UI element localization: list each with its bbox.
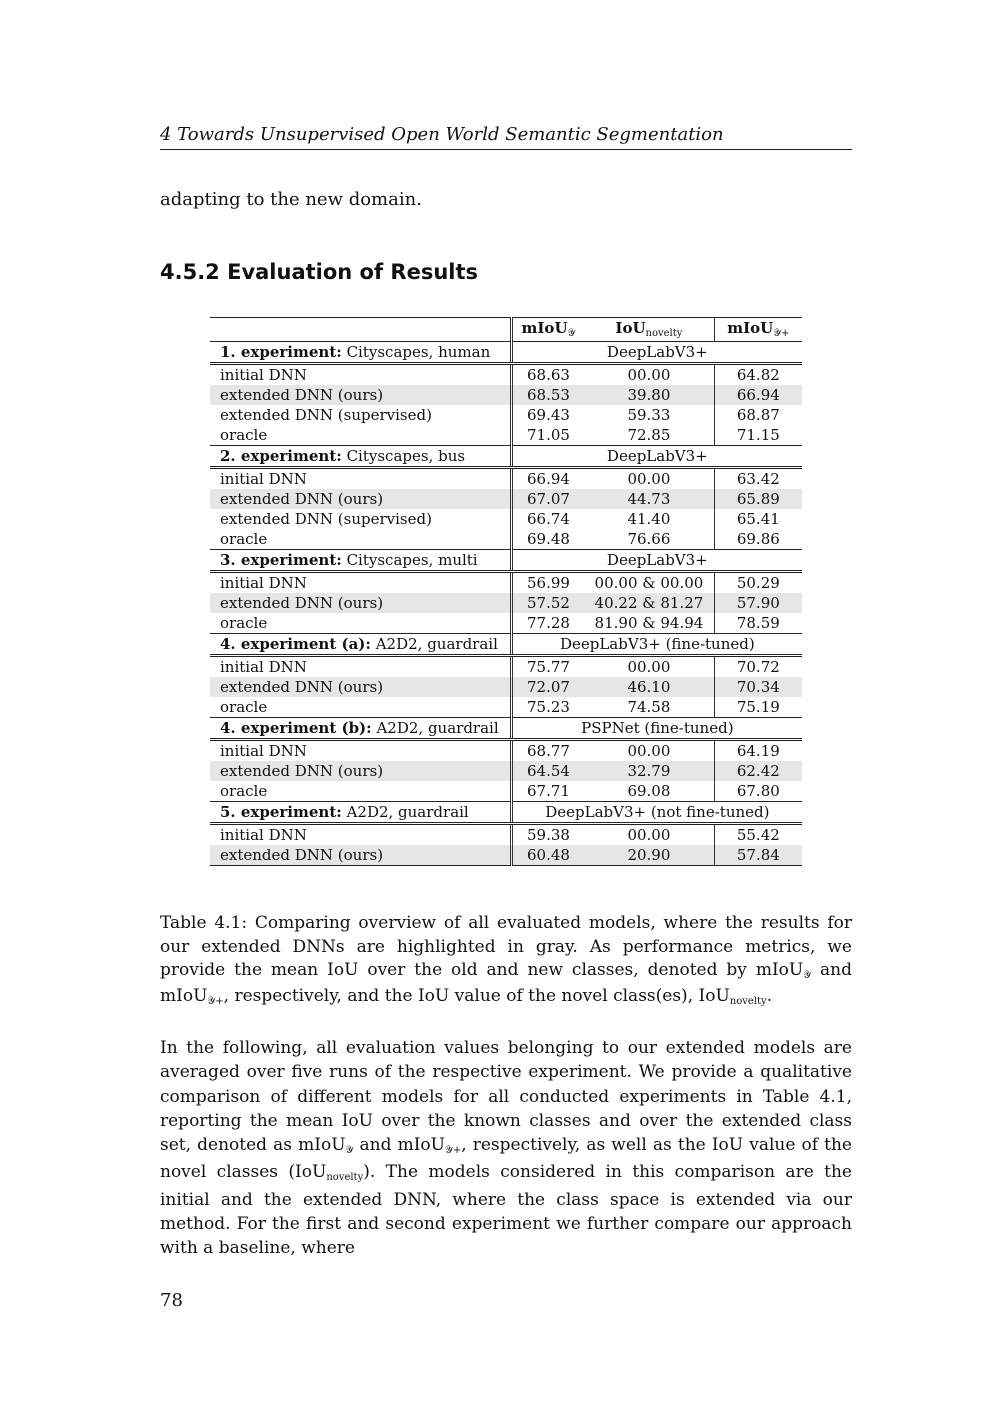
experiment-label: 2. experiment: Cityscapes, bus (210, 446, 511, 468)
value-miou-yplus: 50.29 (714, 572, 802, 594)
model-name: extended DNN (ours) (210, 593, 511, 613)
value-miou-yplus: 66.94 (714, 385, 802, 405)
experiment-model: DeepLabV3+ (fine-tuned) (511, 634, 802, 656)
value-iou-novelty: 32.79 (584, 761, 714, 781)
value-miou-yplus: 70.34 (714, 677, 802, 697)
experiment-header-row (210, 446, 802, 468)
value-miou-y: 60.48 (511, 845, 584, 866)
experiment-header-row (210, 802, 802, 824)
value-iou-novelty: 20.90 (584, 845, 714, 866)
experiment-header-row (210, 550, 802, 572)
experiment-model: PSPNet (fine-tuned) (511, 718, 802, 740)
col-header-iou-novelty: IoU$_{novelty}$ (584, 318, 714, 342)
value-miou-yplus: 57.84 (714, 845, 802, 866)
value-iou-novelty: 39.80 (584, 385, 714, 405)
table-row (210, 656, 802, 678)
value-iou-novelty: 00.00 (627, 826, 671, 844)
model-name: initial DNN (220, 826, 307, 844)
table-row (210, 761, 802, 781)
experiment-model: DeepLabV3+ (511, 550, 802, 572)
value-iou-novelty: 40.22 & 81.27 (584, 593, 714, 613)
experiment-model: DeepLabV3+ (not fine-tuned) (511, 802, 802, 824)
table-row (210, 529, 802, 550)
value-iou-novelty: 00.00 (627, 658, 671, 676)
value-miou-y: 68.77 (511, 740, 584, 762)
model-name: initial DNN (220, 470, 307, 488)
running-head: 4 Towards Unsupervised Open World Semantic Segmentation (160, 124, 852, 150)
table-row (210, 489, 802, 509)
model-name: extended DNN (supervised) (220, 406, 432, 424)
value-miou-y: 67.71 (511, 781, 584, 802)
table-row (210, 677, 802, 697)
value-miou-yplus: 57.90 (714, 593, 802, 613)
value-miou-y: 56.99 (511, 572, 584, 594)
value-iou-novelty: 76.66 (627, 530, 671, 548)
value-miou-y: 68.53 (511, 385, 584, 405)
model-name: extended DNN (ours) (210, 845, 511, 866)
intro-line: adapting to the new domain. (160, 189, 422, 210)
experiment-label: 4. experiment (a): A2D2, guardrail (210, 634, 511, 656)
value-miou-y: 71.05 (511, 425, 584, 446)
model-name: oracle (220, 614, 268, 632)
value-miou-yplus: 69.86 (714, 529, 802, 550)
table-row (210, 572, 802, 594)
model-name: oracle (220, 426, 268, 444)
value-miou-y: 72.07 (511, 677, 584, 697)
model-name: initial DNN (220, 366, 307, 384)
value-miou-yplus: 75.19 (714, 697, 802, 718)
table-row (210, 593, 802, 613)
value-miou-yplus: 71.15 (714, 425, 802, 446)
model-name: oracle (220, 782, 268, 800)
experiment-header-row (210, 634, 802, 656)
value-miou-y: 69.43 (511, 405, 584, 425)
table-row (210, 509, 802, 529)
table-row (210, 613, 802, 634)
experiment-header-row (210, 718, 802, 740)
value-miou-yplus: 78.59 (714, 613, 802, 634)
table-row (210, 468, 802, 490)
table-header-row (210, 318, 802, 342)
value-miou-yplus: 64.82 (714, 364, 802, 386)
value-miou-y: 75.23 (511, 697, 584, 718)
results-table (210, 317, 802, 866)
model-name: oracle (220, 698, 268, 716)
value-miou-yplus: 65.89 (714, 489, 802, 509)
table-row (210, 845, 802, 866)
experiment-label: 4. experiment (b): A2D2, guardrail (210, 718, 511, 740)
value-miou-yplus: 62.42 (714, 761, 802, 781)
experiment-label: 3. experiment: Cityscapes, multi (210, 550, 511, 572)
value-miou-yplus: 55.42 (714, 824, 802, 846)
table-row (210, 425, 802, 446)
model-name: initial DNN (220, 574, 307, 592)
value-iou-novelty: 69.08 (627, 782, 671, 800)
value-iou-novelty: 00.00 (627, 366, 671, 384)
table-row (210, 697, 802, 718)
table-row (210, 364, 802, 386)
value-miou-yplus: 67.80 (714, 781, 802, 802)
value-miou-y: 75.77 (511, 656, 584, 678)
value-iou-novelty: 59.33 (627, 406, 671, 424)
value-miou-y: 68.63 (511, 364, 584, 386)
value-miou-y: 57.52 (511, 593, 584, 613)
table-caption: Table 4.1: Comparing overview of all evaluated models, where the results for our extended DNNs are highlighted in gray. As performance metrics, we provide the mean IoU over the old and new classes, denoted by mIoU𝒴 and mIoU𝒴+, respectively, and the IoU value of the novel class(es), IoUnovelty. (160, 913, 852, 1007)
model-name: initial DNN (220, 742, 307, 760)
table-row (210, 824, 802, 846)
model-name: initial DNN (220, 658, 307, 676)
value-miou-yplus: 68.87 (714, 405, 802, 425)
value-iou-novelty: 72.85 (627, 426, 671, 444)
value-iou-novelty: 00.00 (627, 470, 671, 488)
experiment-label: 1. experiment: Cityscapes, human (210, 342, 511, 364)
table-header-empty (210, 318, 511, 342)
model-name: extended DNN (ours) (210, 489, 511, 509)
value-miou-yplus: 65.41 (714, 509, 802, 529)
value-miou-y: 67.07 (511, 489, 584, 509)
model-name: extended DNN (ours) (210, 385, 511, 405)
col-header-miou-y: mIoU$_𝒴$ (511, 318, 584, 342)
value-miou-y: 77.28 (511, 613, 584, 634)
value-miou-y: 66.74 (511, 509, 584, 529)
value-miou-y: 69.48 (511, 529, 584, 550)
experiment-model: DeepLabV3+ (511, 446, 802, 468)
body-paragraph: In the following, all evaluation values belonging to our extended models are averaged over five runs of the respective experiment. We provide a qualitative comparison of different models for all conducted experiments in Table 4.1, reporting the mean IoU over the known classes and over the extended class set, denoted as mIoU𝒴 and mIoU𝒴+, respectively, as well as the IoU value of the novel classes (IoUnovelty). The models considered in this comparison are the initial and the extended DNN, where the class space is extended via our method. For the first and second experiment we further compare our approach with a baseline, where (160, 1038, 852, 1259)
page-number: 78 (160, 1290, 183, 1311)
value-iou-novelty: 81.90 & 94.94 (594, 614, 704, 632)
value-miou-y: 59.38 (511, 824, 584, 846)
value-miou-y: 66.94 (511, 468, 584, 490)
table-row (210, 781, 802, 802)
value-iou-novelty: 46.10 (584, 677, 714, 697)
table-row (210, 740, 802, 762)
value-iou-novelty: 00.00 & 00.00 (594, 574, 704, 592)
value-miou-yplus: 64.19 (714, 740, 802, 762)
model-name: extended DNN (ours) (210, 761, 511, 781)
experiment-model: DeepLabV3+ (511, 342, 802, 364)
value-miou-yplus: 70.72 (714, 656, 802, 678)
section-heading: 4.5.2 Evaluation of Results (160, 260, 479, 284)
experiment-label: 5. experiment: A2D2, guardrail (210, 802, 511, 824)
model-name: oracle (220, 530, 268, 548)
experiment-header-row (210, 342, 802, 364)
model-name: extended DNN (ours) (210, 677, 511, 697)
model-name: extended DNN (supervised) (220, 510, 432, 528)
value-iou-novelty: 00.00 (627, 742, 671, 760)
value-miou-y: 64.54 (511, 761, 584, 781)
value-iou-novelty: 44.73 (584, 489, 714, 509)
table-row (210, 405, 802, 425)
table-body (210, 342, 802, 866)
value-iou-novelty: 74.58 (627, 698, 671, 716)
value-miou-yplus: 63.42 (714, 468, 802, 490)
col-header-miou-yplus: mIoU$_{𝒴+}$ (714, 318, 802, 342)
value-iou-novelty: 41.40 (627, 510, 671, 528)
table-row (210, 385, 802, 405)
